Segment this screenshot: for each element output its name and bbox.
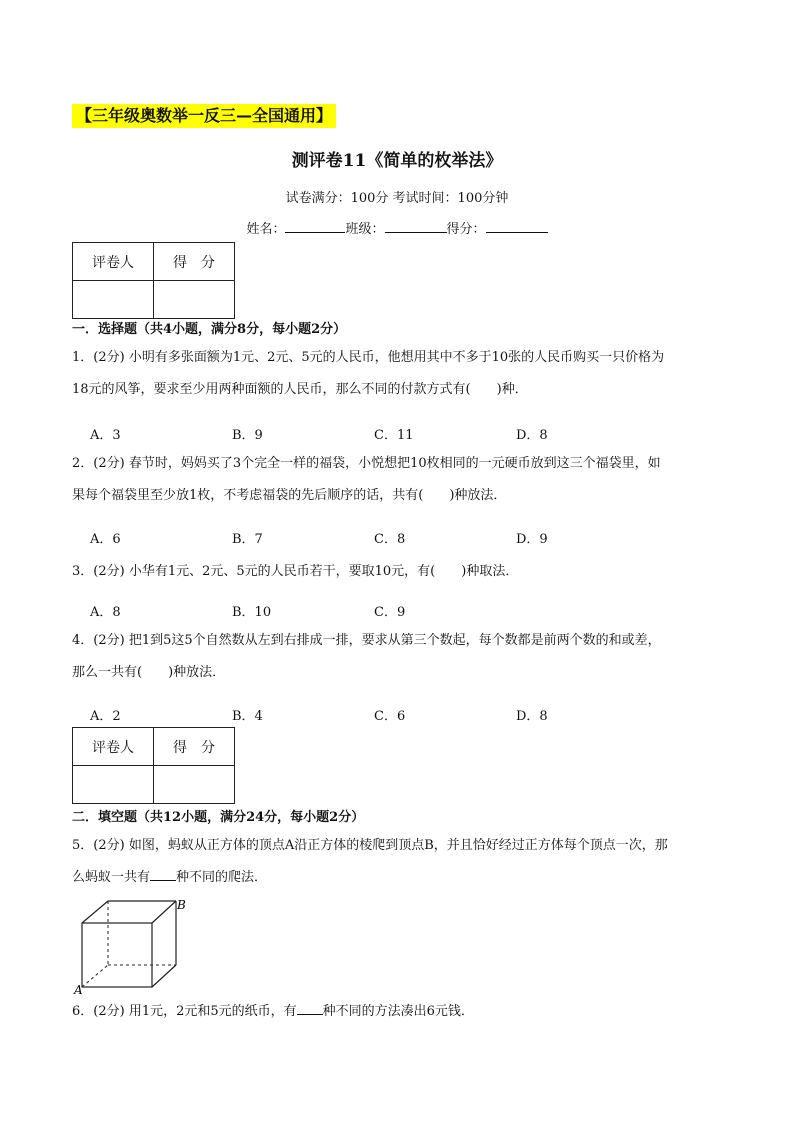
score-header: 得 分 bbox=[154, 243, 235, 281]
question-1 bbox=[72, 342, 732, 406]
grader-cell[interactable] bbox=[73, 766, 154, 804]
option-a[interactable]: A．8 bbox=[90, 605, 121, 620]
question-3 bbox=[72, 556, 732, 588]
option-c[interactable]: C．9 bbox=[374, 605, 406, 620]
grader-header: 评卷人 bbox=[73, 728, 154, 766]
class-blank[interactable] bbox=[385, 220, 447, 233]
option-d[interactable]: D．8 bbox=[516, 709, 548, 724]
score-cell[interactable] bbox=[154, 766, 235, 804]
question-5-line2: 么蚂蚁一共有 种不同的爬法． bbox=[72, 870, 268, 885]
question-5-line1: 5．(2分) 如图，蚂蚁从正方体的顶点A沿正方体的棱爬到顶点B，并且恰好经过正方体每个顶点一次，那 bbox=[72, 838, 668, 853]
section2-heading: 二．填空题（共12小题，满分24分，每小题2分） bbox=[72, 810, 365, 825]
score-header: 得 分 bbox=[154, 728, 235, 766]
student-info-line bbox=[0, 218, 794, 237]
answer-blank[interactable] bbox=[150, 868, 176, 881]
page-title: 测评卷11《简单的枚举法》 bbox=[291, 151, 503, 171]
option-a[interactable]: A．2 bbox=[90, 709, 121, 724]
option-c[interactable]: C．8 bbox=[374, 532, 406, 547]
option-b[interactable]: B．7 bbox=[232, 532, 263, 547]
name-label: 姓名： bbox=[246, 222, 286, 237]
answer-blank[interactable] bbox=[297, 1002, 323, 1015]
option-d[interactable]: D．9 bbox=[516, 532, 548, 547]
question-5 bbox=[72, 830, 732, 894]
name-blank[interactable] bbox=[285, 220, 345, 233]
option-c[interactable]: C．11 bbox=[374, 428, 414, 443]
vertex-a-label: A bbox=[74, 983, 83, 995]
option-c[interactable]: C．6 bbox=[374, 709, 406, 724]
option-b[interactable]: B．9 bbox=[232, 428, 263, 443]
question-1-line1: 1．(2分) 小明有多张面额为1元、2元、5元的人民币，他想用其中不多于10张的人民币购买一只价格为 bbox=[72, 350, 665, 365]
question-4 bbox=[72, 625, 732, 689]
option-b[interactable]: B．10 bbox=[232, 605, 272, 620]
question-1-options bbox=[90, 424, 658, 443]
class-label: 班级： bbox=[345, 222, 385, 237]
question-2-line1: 2．(2分) 春节时，妈妈买了3个完全一样的福袋，小悦想把10枚相同的一元硬币放到这三个福袋里，如 bbox=[72, 456, 661, 471]
cube-figure bbox=[72, 895, 192, 995]
score-table-1 bbox=[72, 242, 235, 319]
question-4-line2: 那么一共有( )种放法． bbox=[72, 665, 226, 680]
score-blank[interactable] bbox=[486, 220, 548, 233]
question-2-options bbox=[90, 528, 658, 547]
question-3-options bbox=[90, 601, 516, 620]
question-2-line2: 果每个福袋里至少放1枚，不考虑福袋的先后顺序的话，共有( )种放法． bbox=[72, 488, 507, 503]
cube-front-face bbox=[82, 923, 152, 987]
score-cell[interactable] bbox=[154, 281, 235, 319]
score-table-2 bbox=[72, 727, 235, 804]
series-banner: 【三年级奥数举一反三—全国通用】 bbox=[72, 104, 336, 128]
section1-heading: 一．选择题（共4小题，满分8分，每小题2分） bbox=[72, 322, 347, 337]
score-label: 得分： bbox=[446, 222, 486, 237]
vertex-b-label: B bbox=[177, 898, 186, 912]
question-4-line1: 4．(2分) 把1到5这5个自然数从左到右排成一排，要求从第三个数起，每个数都是前两个数的和或差， bbox=[72, 633, 661, 648]
grader-cell[interactable] bbox=[73, 281, 154, 319]
option-a[interactable]: A．3 bbox=[90, 428, 121, 443]
question-4-options bbox=[90, 705, 658, 724]
question-2 bbox=[72, 448, 732, 512]
option-a[interactable]: A．6 bbox=[90, 532, 121, 547]
grader-header: 评卷人 bbox=[73, 243, 154, 281]
option-b[interactable]: B．4 bbox=[232, 709, 263, 724]
question-3-line1: 3．(2分) 小华有1元、2元、5元的人民币若干，要取10元，有( )种取法． bbox=[72, 564, 519, 579]
exam-info: 试卷满分：100分 考试时间：100分钟 bbox=[285, 191, 509, 206]
option-d[interactable]: D．8 bbox=[516, 428, 548, 443]
question-1-line2: 18元的风筝，要求至少用两种面额的人民币，那么不同的付款方式有( )种． bbox=[72, 382, 528, 397]
question-6: 6．(2分) 用1元，2元和5元的纸币，有 种不同的方法凑出6元钱． bbox=[72, 1004, 474, 1019]
